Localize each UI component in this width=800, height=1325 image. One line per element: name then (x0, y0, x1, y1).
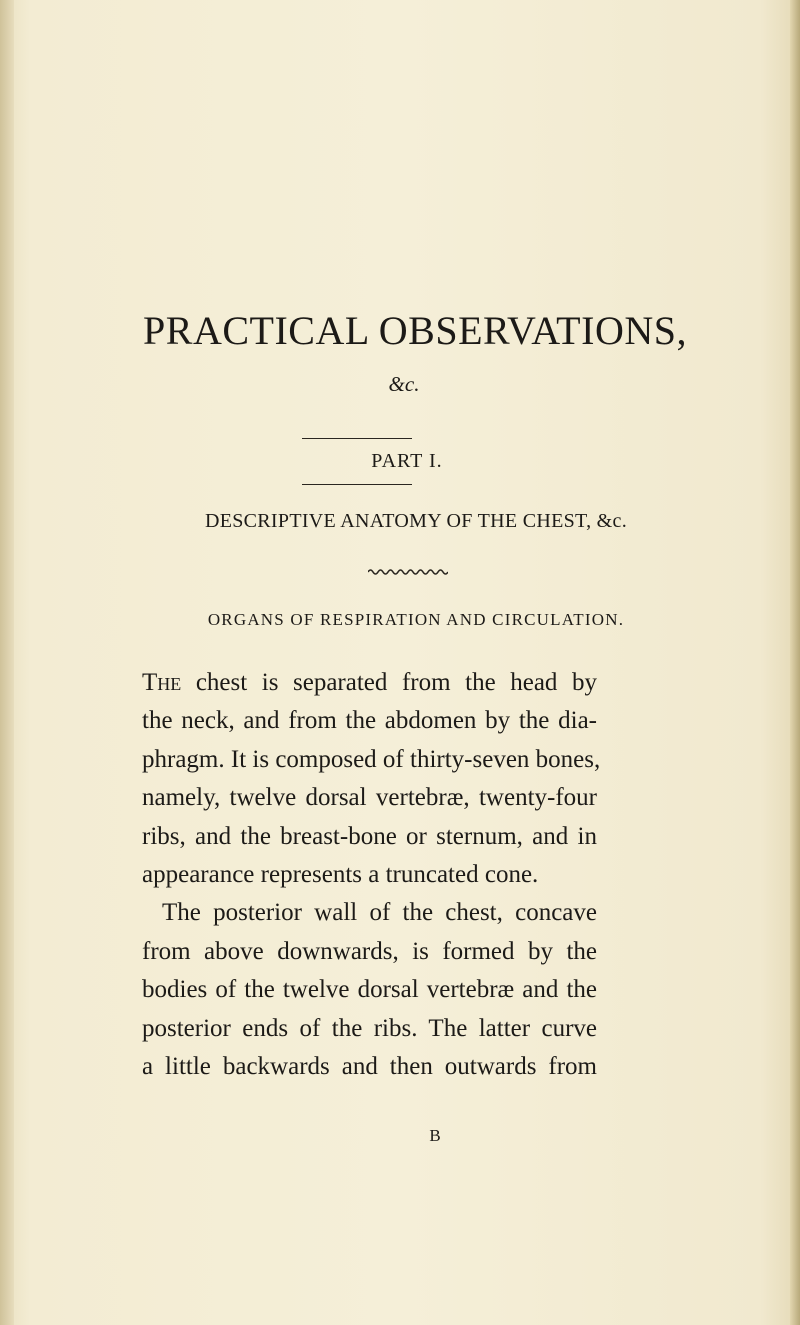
paragraph2-line-3: bodies of the twelve dorsal vertebræ and the (142, 976, 597, 1004)
part-rule-bottom (302, 484, 412, 485)
signature-mark: B (429, 1126, 441, 1145)
paragraph1-line-1 (142, 664, 597, 702)
page-title: PRACTICAL OBSERVATIONS, (143, 308, 687, 353)
paragraph2-line-5: a little backwards and then outwards from (142, 1053, 597, 1081)
paragraph1-lead: The (142, 669, 182, 696)
part-heading: PART I. (371, 450, 443, 472)
paragraph1-line-1-text: chest is separated from the head by (181, 669, 597, 696)
wavy-ornament (368, 568, 448, 576)
page-subtitle: &c. (388, 372, 420, 396)
paragraph2-line-2: from above downwards, is formed by the (142, 937, 597, 965)
paragraph1-line-3: phragm. It is composed of thirty-seven bones, (142, 745, 601, 773)
paragraph2-line-4: posterior ends of the ribs. The latter curve (142, 1014, 597, 1042)
paragraph1-line-2: the neck, and from the abdomen by the dia- (142, 707, 597, 735)
paragraph1-line-5: ribs, and the breast-bone or sternum, and in (142, 822, 597, 850)
section-heading: DESCRIPTIVE ANATOMY OF THE CHEST, &c. (204, 510, 628, 532)
paragraph1-line-6: appearance represents a truncated cone. (142, 861, 539, 889)
body-text (142, 664, 601, 1086)
part-rule-top (302, 438, 412, 439)
subsection-heading: ORGANS OF RESPIRATION AND CIRCULATION. (207, 610, 625, 629)
paragraph2-line-1: The posterior wall of the chest, concave (162, 899, 597, 927)
paragraph1-line-4: namely, twelve dorsal vertebræ, twenty-four (142, 784, 597, 812)
